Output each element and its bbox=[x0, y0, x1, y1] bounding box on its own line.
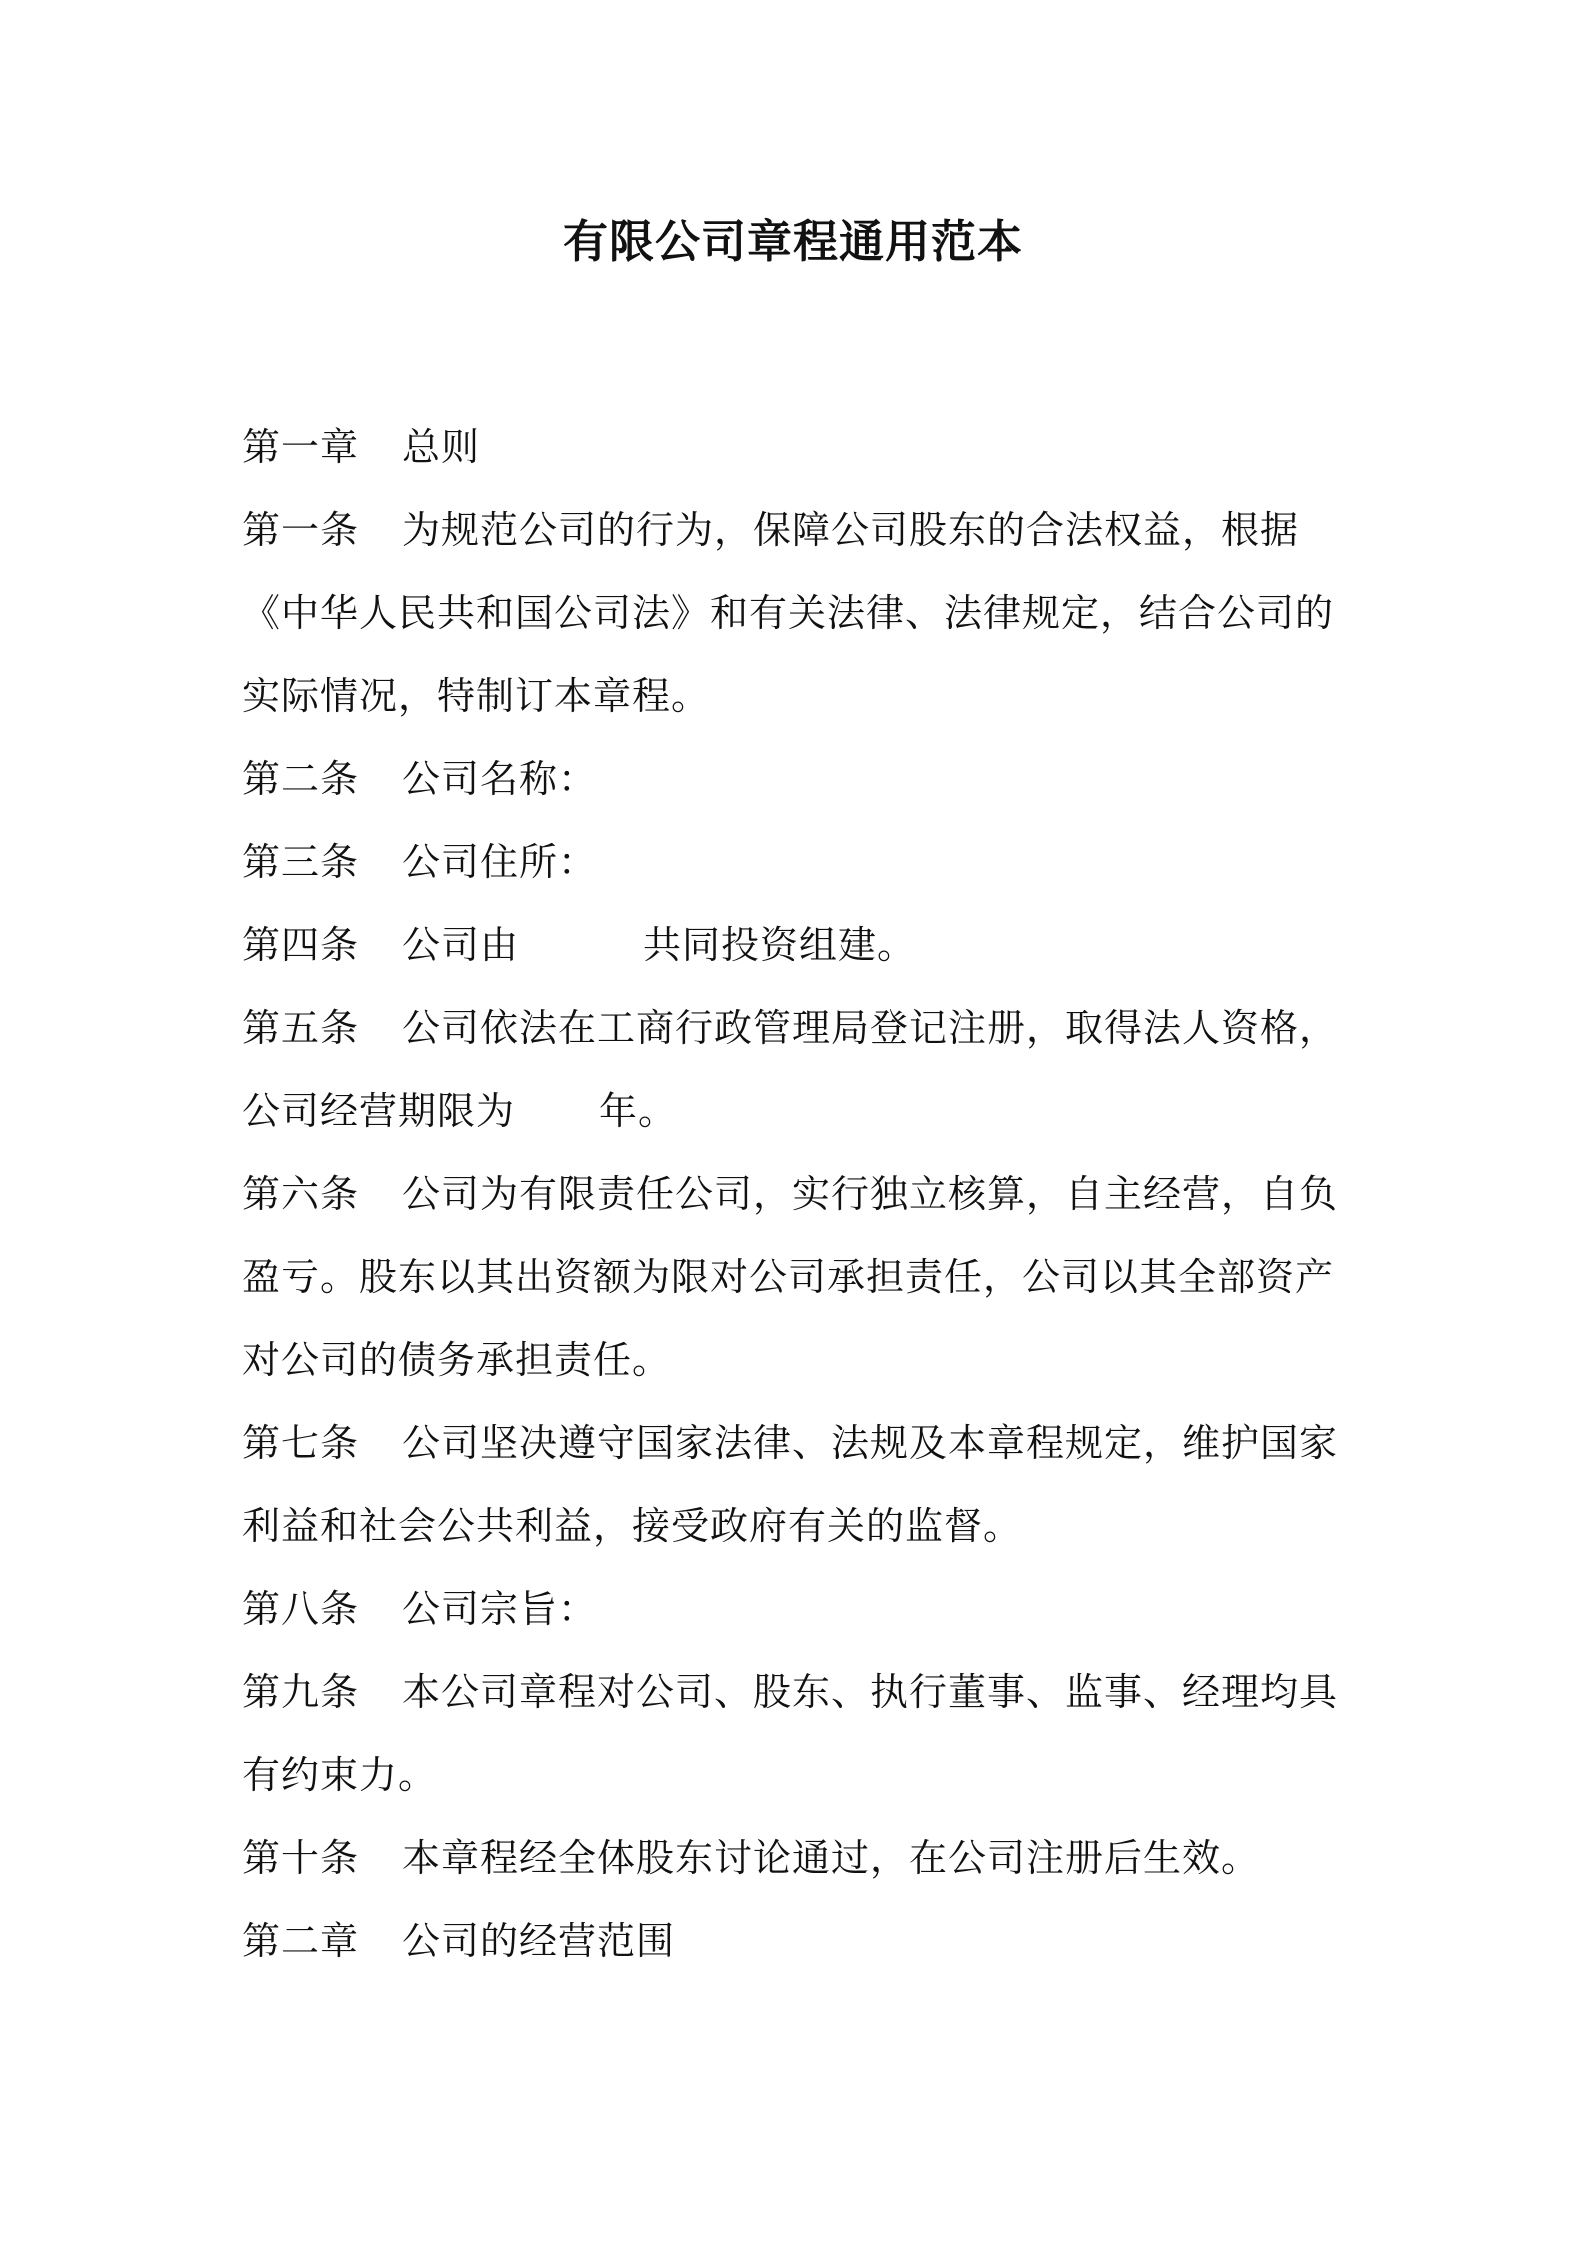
article-text: 公司经营期限为 bbox=[242, 1089, 516, 1133]
article-label: 第三条 bbox=[242, 840, 360, 884]
chapter-heading bbox=[242, 1900, 1362, 1983]
article-text: 公司宗旨： bbox=[402, 1587, 598, 1631]
article-text: 公司名称： bbox=[402, 757, 598, 801]
article-paragraph bbox=[242, 1651, 1362, 1817]
article-label: 第七条 bbox=[242, 1421, 360, 1465]
article-paragraph bbox=[242, 904, 1362, 987]
chapter-heading bbox=[242, 406, 1362, 489]
document-body bbox=[242, 406, 1362, 1983]
article-label: 第二条 bbox=[242, 757, 360, 801]
article-paragraph bbox=[242, 821, 1362, 904]
chapter-title: 总则 bbox=[402, 425, 481, 469]
article-label: 第六条 bbox=[242, 1172, 360, 1216]
article-paragraph bbox=[242, 1817, 1362, 1900]
article-text: 年。 bbox=[599, 1089, 678, 1133]
article-label: 第一条 bbox=[242, 508, 360, 552]
article-text: 为规范公司的行为，保障公司股东的合法权益，根据《中华人民共和国公司法》和有关法律、法律规定，结合公司的实际情况，特制订本章程。 bbox=[242, 508, 1335, 718]
document-title: 有限公司章程通用范本 bbox=[562, 215, 1023, 268]
article-text: 公司住所： bbox=[402, 840, 598, 884]
chapter-title: 公司的经营范围 bbox=[402, 1919, 676, 1963]
article-paragraph bbox=[242, 1402, 1362, 1568]
chapter-label: 第一章 bbox=[242, 425, 360, 469]
article-paragraph bbox=[242, 1568, 1362, 1651]
article-text: 本章程经全体股东讨论通过，在公司注册后生效。 bbox=[402, 1836, 1261, 1880]
article-paragraph bbox=[242, 489, 1362, 738]
article-text: 本公司章程对公司、股东、执行董事、监事、经理均具有约束力。 bbox=[242, 1670, 1339, 1797]
article-label: 第八条 bbox=[242, 1587, 360, 1631]
article-text: 公司由 bbox=[402, 923, 520, 967]
article-paragraph bbox=[242, 987, 1362, 1153]
article-text: 公司依法在工商行政管理局登记注册，取得法人资格， bbox=[402, 1006, 1339, 1050]
article-paragraph bbox=[242, 1153, 1362, 1402]
article-label: 第十条 bbox=[242, 1836, 360, 1880]
article-label: 第四条 bbox=[242, 923, 360, 967]
article-label: 第九条 bbox=[242, 1670, 360, 1714]
article-text: 公司为有限责任公司，实行独立核算，自主经营，自负盈亏。股东以其出资额为限对公司承担责任，公司以其全部资产对公司的债务承担责任。 bbox=[242, 1172, 1339, 1382]
article-paragraph bbox=[242, 738, 1362, 821]
article-text: 共同投资组建。 bbox=[643, 923, 917, 967]
chapter-label: 第二章 bbox=[242, 1919, 360, 1963]
article-label: 第五条 bbox=[242, 1006, 360, 1050]
article-text: 公司坚决遵守国家法律、法规及本章程规定，维护国家利益和社会公共利益，接受政府有关的监督。 bbox=[242, 1421, 1339, 1548]
